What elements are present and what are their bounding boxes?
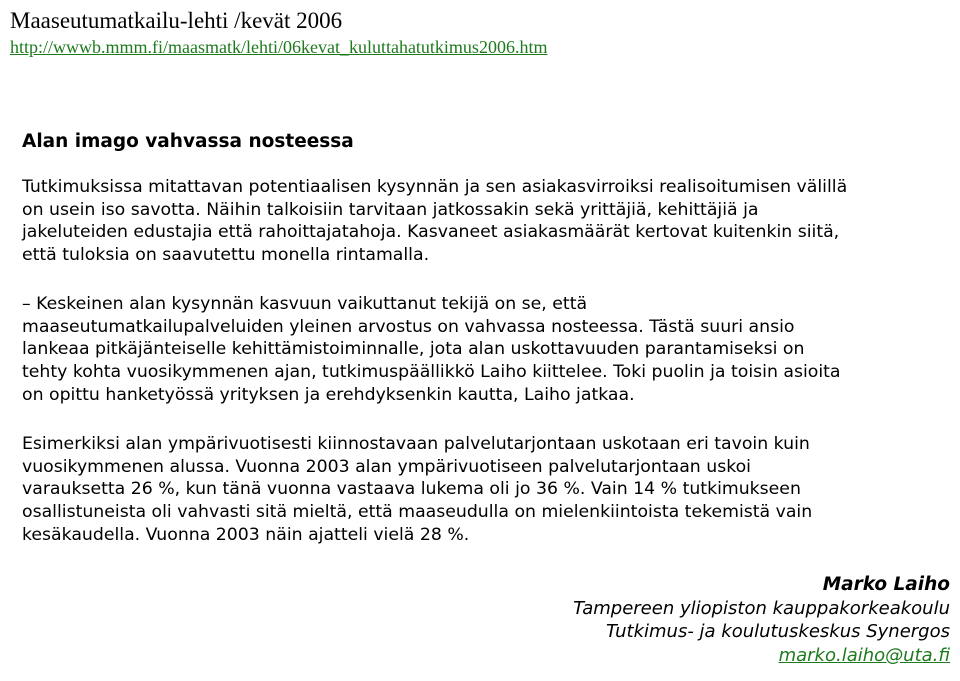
text-line: varauksetta 26 %, kun tänä vuonna vastaava lukema oli jo 36 %. Vain 14 % tutkimukseen (22, 479, 801, 500)
text-line: Tutkimuksissa mitattavan potentiaalisen kysynnän ja sen asiakasvirroiksi realisoitumisen välillä (22, 177, 848, 197)
text-line: osallistuneista oli vahvasti sitä mieltä, että maaseudulla on mielenkiintoista tekemistä vain (22, 502, 813, 523)
text-line: Esimerkiksi alan ympärivuotisesti kiinnostavaan palvelutarjontaan uskotaan eri tavoin kuin (22, 434, 810, 454)
text-line: tehty kohta vuosikymmenen ajan, tutkimuspäällikkö Laiho kiittelee. Toki puolin ja toisin asioita (22, 362, 841, 383)
text-line: maaseutumatkailupalveluiden yleinen arvostus on vahvassa nosteessa. Tästä suuri ansio (22, 316, 795, 337)
publication-title: Maaseutumatkailu-lehti /kevät 2006 (10, 8, 343, 33)
text-line: että tuloksia on saavutettu monella rintamalla. (22, 245, 430, 266)
text-line: on opittu hanketyössä yrityksen ja erehdyksenkin kautta, Laiho jatkaa. (22, 384, 635, 405)
author-name: Marko Laiho (822, 574, 950, 595)
author-organization: Tampereen yliopiston kauppakorkeakoulu (573, 597, 950, 619)
paragraph-1 (22, 176, 952, 267)
text-line: kesäkaudella. Vuonna 2003 näin ajatteli vielä 28 %. (22, 524, 470, 545)
paragraph-3 (22, 433, 952, 547)
text-line: – Keskeinen alan kysynnän kasvuun vaikuttanut tekijä on se, että (22, 294, 588, 314)
text-line: on usein iso savotta. Näihin talkoisiin tarvitaan jatkossakin sekä yrittäjiä, kehittäjiä ja (22, 199, 759, 220)
author-email-link[interactable]: marko.laiho@uta.fi (778, 644, 950, 666)
text-line: lankeaa pitkäjänteiselle kehittämistoiminnalle, jota alan uskottavuuden parantamiseksi on (22, 339, 805, 360)
paragraph-2 (22, 293, 952, 407)
author-unit: Tutkimus- ja koulutuskeskus Synergos (605, 621, 950, 643)
text-line: jakeluteiden edustajia että rahoittajatahoja. Kasvaneet asiakasmäärät kertovat kuitenkin siitä, (22, 222, 840, 243)
source-url-link[interactable]: http://wwwb.mmm.fi/maasmatk/lehti/06kevat_kuluttahatutkimus2006.htm (10, 37, 548, 57)
author-signature (573, 573, 950, 667)
text-line: vuosikymmenen alussa. Vuonna 2003 alan ympärivuotiseen palvelutarjontaan uskoi (22, 456, 751, 477)
article-heading: Alan imago vahvassa nosteessa (22, 131, 354, 152)
